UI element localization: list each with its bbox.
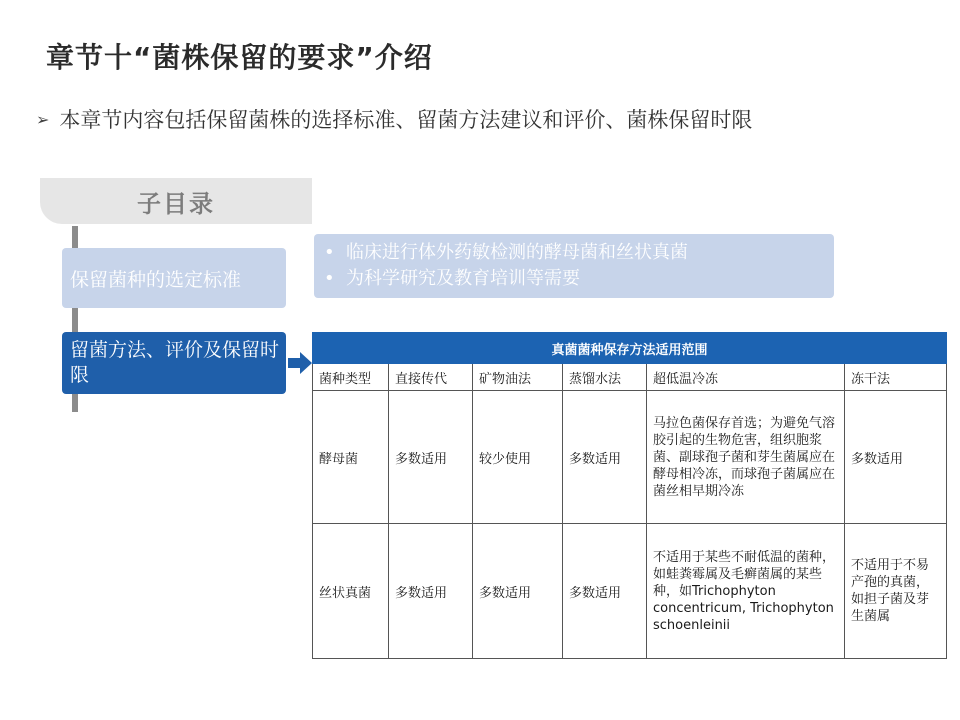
criteria-text: 为科学研究及教育培训等需要 [346, 268, 580, 289]
column-header: 直接传代 [389, 364, 473, 391]
storage-methods-table [312, 332, 947, 659]
table-header-row [313, 364, 947, 391]
intro-bullet [36, 104, 752, 134]
table-cell: 多数适用 [845, 391, 947, 524]
table-row [313, 524, 947, 659]
bullet-icon: • [324, 268, 335, 289]
nav-item-methods[interactable] [62, 332, 286, 394]
table-cell: 多数适用 [389, 391, 473, 524]
table-cell: 不适用于某些不耐低温的菌种，如蛙粪霉属及毛癣菌属的某些种，如Trichophyton concentricum, Trichophyton schoenleinii [647, 524, 845, 659]
table-caption: 真菌菌种保存方法适用范围 [313, 333, 947, 364]
column-header: 菌种类型 [313, 364, 389, 391]
list-item [324, 240, 834, 266]
column-header: 冻干法 [845, 364, 947, 391]
table-cell: 不适用于不易产孢的真菌，如担子菌及芽生菌属 [845, 524, 947, 659]
table-cell: 丝状真菌 [313, 524, 389, 659]
page-title: 章节十“菌株保留的要求”介绍 [46, 41, 433, 74]
criteria-box [314, 234, 834, 298]
intro-text: 本章节内容包括保留菌株的选择标准、留菌方法建议和评价、菌株保留时限 [59, 108, 753, 132]
subdirectory-header: 子目录 [40, 178, 312, 224]
table-cell: 马拉色菌保存首选；为避免气溶胶引起的生物危害，组织胞浆菌、副球孢子菌和芽生菌属应在酵母相冷冻，而球孢子菌属应在菌丝相早期冷冻 [647, 391, 845, 524]
table-cell: 酵母菌 [313, 391, 389, 524]
table-cell: 多数适用 [563, 524, 647, 659]
column-header: 矿物油法 [473, 364, 563, 391]
nav-item-label: 保留菌种的选定标准 [70, 268, 242, 291]
bullet-icon: • [324, 242, 335, 263]
column-header: 蒸馏水法 [563, 364, 647, 391]
pointer-arrow-icon [288, 350, 314, 376]
table-cell: 多数适用 [473, 524, 563, 659]
nav-item-label: 留菌方法、评价及保留时限 [70, 339, 280, 386]
arrow-bullet-icon: ➢ [36, 109, 50, 129]
table-row [313, 391, 947, 524]
table-cell: 多数适用 [389, 524, 473, 659]
nav-item-selection-criteria[interactable] [62, 248, 286, 308]
column-header: 超低温冷冻 [647, 364, 845, 391]
table-cell: 较少使用 [473, 391, 563, 524]
criteria-text: 临床进行体外药敏检测的酵母菌和丝状真菌 [346, 242, 688, 263]
list-item [324, 266, 834, 292]
table-cell: 多数适用 [563, 391, 647, 524]
